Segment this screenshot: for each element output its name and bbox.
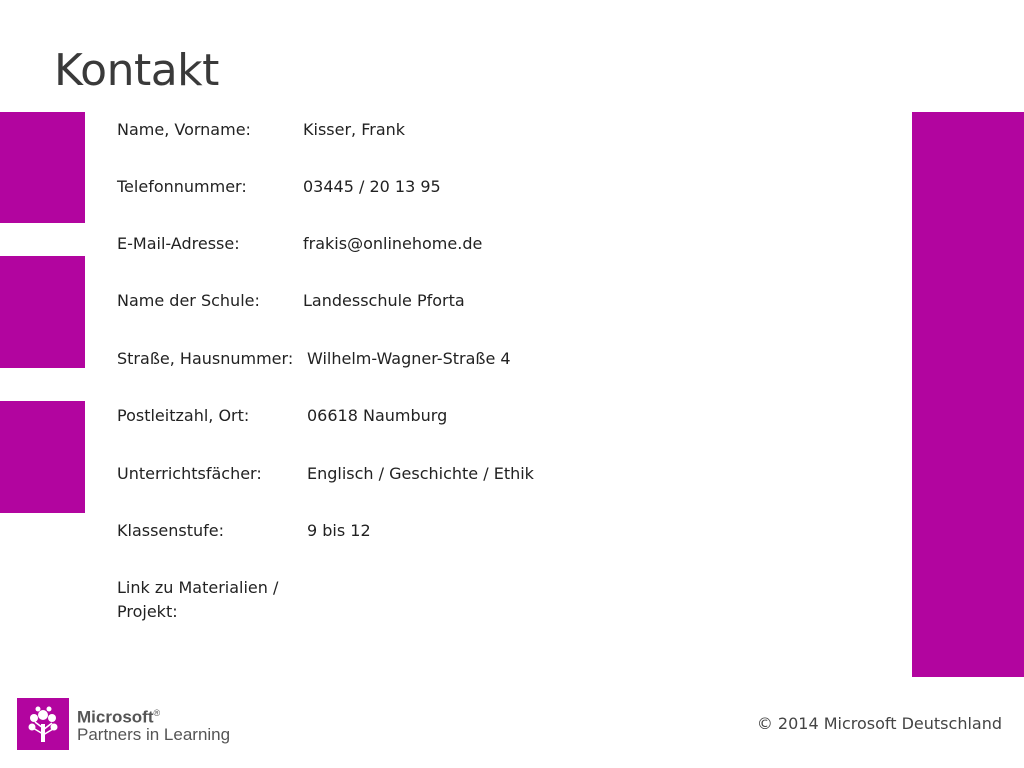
logo-text-line2: Partners in Learning xyxy=(77,725,231,745)
contact-value: Englisch / Geschichte / Ethik xyxy=(307,464,534,483)
contact-value: Landesschule Pforta xyxy=(303,291,465,310)
contact-label-line1: Link zu Materialien / xyxy=(117,578,279,597)
contact-label-line2: Projekt: xyxy=(117,602,178,621)
contact-label: Postleitzahl, Ort: xyxy=(117,406,250,425)
contact-value: 06618 Naumburg xyxy=(307,406,448,425)
contact-value: Wilhelm-Wagner-Straße 4 xyxy=(307,349,511,368)
contact-label xyxy=(117,576,297,624)
contact-value: 9 bis 12 xyxy=(307,521,371,540)
partners-in-learning-logo xyxy=(17,698,230,750)
copyright-notice: © 2014 Microsoft Deutschland xyxy=(756,714,1002,733)
decorative-block-left-bottom xyxy=(0,401,85,513)
contact-label: Telefonnummer: xyxy=(117,177,247,196)
contact-label: Klassenstufe: xyxy=(117,521,225,540)
contact-label: Straße, Hausnummer: xyxy=(117,349,294,368)
decorative-block-left-middle xyxy=(0,256,85,368)
decorative-block-right xyxy=(912,112,1024,677)
contact-value: frakis@onlinehome.de xyxy=(303,234,483,253)
contact-label: Name, Vorname: xyxy=(117,120,251,139)
contact-value: 03445 / 20 13 95 xyxy=(303,177,441,196)
contact-label: Name der Schule: xyxy=(117,291,260,310)
logo-square xyxy=(17,698,69,750)
contact-label: E-Mail-Adresse: xyxy=(117,234,240,253)
decorative-block-left-top xyxy=(0,112,85,223)
logo-text-line1: Microsoft® xyxy=(77,707,161,727)
contact-label: Unterrichtsfächer: xyxy=(117,464,262,483)
tree-icon xyxy=(25,704,61,744)
page-title: Kontakt xyxy=(54,45,219,96)
logo-wordmark xyxy=(77,704,230,745)
contact-value: Kisser, Frank xyxy=(303,120,406,139)
